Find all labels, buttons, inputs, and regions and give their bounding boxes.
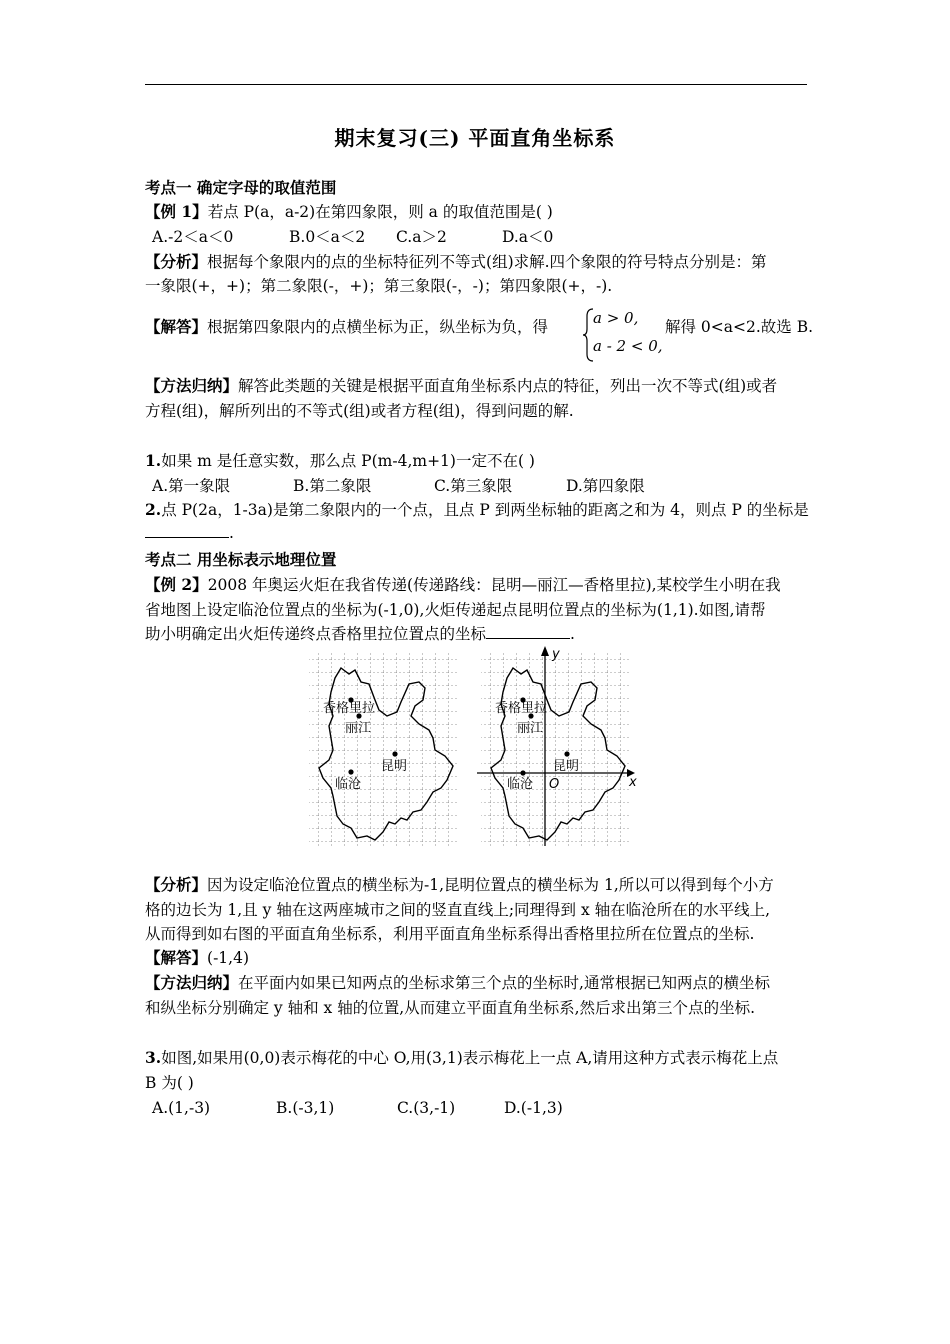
kunming-dot	[392, 751, 397, 756]
label-lijiang: 丽江	[517, 721, 544, 736]
example1-tag: 【例 1】	[145, 202, 208, 221]
question3-number: 3.	[145, 1048, 162, 1067]
section1-heading: 考点一 确定字母的取值范围	[145, 178, 337, 197]
map-figure	[305, 646, 645, 848]
analysis1-text1: 根据每个象限内的点的坐标特征列不等式(组)求解.四个象限的符号特点分别是：第	[207, 253, 767, 271]
label-kunming: 昆明	[381, 759, 408, 774]
label-lincang: 临沧	[507, 777, 534, 792]
inequality-1: a > 0,	[593, 309, 639, 327]
example1-option-a: A.-2＜a＜0	[152, 228, 234, 246]
answer-blank	[145, 523, 229, 538]
header-rule	[145, 84, 807, 85]
question2	[145, 498, 807, 522]
solution2-line	[145, 946, 807, 970]
q3-option-b: B.(-3,1)	[276, 1099, 335, 1117]
question3-text1: 如图,如果用(0,0)表示梅花的中心 O,用(3,1)表示梅花上一点 A,请用这种方式表示梅花上点	[161, 1049, 779, 1067]
question1	[145, 449, 807, 473]
q3-option-c: C.(3,-1)	[397, 1099, 456, 1117]
analysis2-tag: 【分析】	[145, 875, 208, 894]
label-lijiang: 丽江	[345, 721, 372, 736]
analysis2-line1	[145, 873, 807, 897]
solution1-text: 根据第四象限内的点横坐标为正，纵坐标为负，得	[207, 318, 549, 336]
q3-option-d: D.(-1,3)	[504, 1099, 563, 1117]
section2-heading: 考点二 用坐标表示地理位置	[145, 550, 337, 569]
method1-tag: 【方法归纳】	[145, 376, 239, 395]
label-shangrila: 香格里拉	[495, 701, 548, 716]
answer-blank	[486, 624, 570, 639]
method2-text1: 在平面内如果已知两点的坐标求第三个点的坐标时,通常根据已知两点的横坐标	[238, 974, 770, 992]
example2-text3: 助小明确定出火炬传递终点香格里拉位置点的坐标	[145, 625, 487, 643]
question2-answer-blank: .	[145, 521, 807, 545]
analysis1-line1	[145, 250, 807, 274]
solution1-tag: 【解答】	[145, 317, 208, 336]
analysis1-tag: 【分析】	[145, 252, 208, 271]
question1-text: 如果 m 是任意实数，那么点 P(m-4,m+1)一定不在( )	[161, 452, 535, 470]
inequality-2: a - 2 < 0,	[593, 337, 663, 355]
q1-option-b: B.第二象限	[293, 477, 372, 495]
question3-line1	[145, 1046, 807, 1070]
method2-line2: 和纵坐标分别确定 y 轴和 x 轴的位置,从而建立平面直角坐标系,然后求出第三个点的坐标.	[145, 999, 755, 1017]
label-y-axis: y	[552, 647, 560, 662]
inequality-system	[583, 308, 673, 362]
solution2-text: (-1,4)	[207, 949, 249, 967]
example1-question	[145, 200, 807, 224]
example2-text1: 2008 年奥运火炬在我省传递(传递路线：昆明—丽江—香格里拉),某校学生小明在我	[207, 576, 781, 594]
lincang-dot	[520, 770, 525, 775]
label-kunming: 昆明	[553, 759, 580, 774]
question1-number: 1.	[145, 451, 162, 470]
example2-tag: 【例 2】	[145, 575, 208, 594]
method1-line2: 方程(组)，解所列出的不等式(组)或者方程(组)，得到问题的解.	[145, 402, 574, 420]
method1-line1	[145, 374, 807, 398]
lincang-dot	[348, 769, 353, 774]
example2-line2: 省地图上设定临沧位置点的坐标为(-1,0),火炬传递起点昆明位置点的坐标为(1,1).如图,请帮	[145, 601, 766, 619]
example1-option-d: D.a＜0	[502, 228, 554, 246]
solution2-tag: 【解答】	[145, 948, 208, 967]
analysis2-line3: 从而得到如右图的平面直角坐标系，利用平面直角坐标系得出香格里拉所在位置点的坐标.	[145, 925, 755, 943]
q1-option-a: A.第一象限	[152, 477, 231, 495]
method1-text1: 解答此类题的关键是根据平面直角坐标系内点的特征，列出一次不等式(组)或者	[238, 377, 778, 395]
question3-line2: B 为( )	[145, 1074, 194, 1092]
label-x-axis: x	[629, 775, 637, 790]
right-map-grid	[481, 652, 631, 846]
example2-line1	[145, 573, 807, 597]
q1-option-c: C.第三象限	[434, 477, 513, 495]
q3-option-a: A.(1,-3)	[152, 1099, 211, 1117]
question2-number: 2.	[145, 500, 162, 519]
kunming-dot	[564, 751, 569, 756]
solution1-result: 解得 0<a<2.故选 B.	[665, 318, 814, 336]
q1-option-d: D.第四象限	[566, 477, 645, 495]
analysis1-line2: 一象限(+，+)；第二象限(-，+)；第三象限(-，-)；第四象限(+，-).	[145, 277, 613, 295]
label-shangrila: 香格里拉	[323, 701, 376, 716]
left-map-grid	[309, 652, 459, 846]
example1-option-c: C.a＞2	[396, 228, 447, 246]
example2-line3: 助小明确定出火炬传递终点香格里拉位置点的坐标 .	[145, 625, 575, 643]
example1-text: 若点 P(a，a-2)在第四象限，则 a 的取值范围是( )	[207, 203, 553, 221]
analysis2-line2: 格的边长为 1,且 y 轴在这两座城市之间的竖直直线上;同理得到 x 轴在临沧所在的水平线上,	[145, 901, 771, 919]
right-map	[477, 646, 637, 846]
page-title: 期末复习(三) 平面直角坐标系	[334, 126, 616, 150]
left-map	[309, 652, 459, 846]
y-axis-arrow-icon	[541, 646, 549, 656]
method2-tag: 【方法归纳】	[145, 973, 239, 992]
method2-line1	[145, 971, 807, 995]
label-lincang: 临沧	[335, 777, 362, 792]
label-origin: O	[549, 777, 560, 792]
question2-text: 点 P(2a，1-3a)是第二象限内的一个点，且点 P 到两坐标轴的距离之和为 4，则点 P 的坐标是	[161, 501, 809, 519]
analysis2-text1: 因为设定临沧位置点的横坐标为-1,昆明位置点的横坐标为 1,所以可以得到每个小方	[207, 876, 774, 894]
example1-option-b: B.0＜a＜2	[289, 228, 366, 246]
